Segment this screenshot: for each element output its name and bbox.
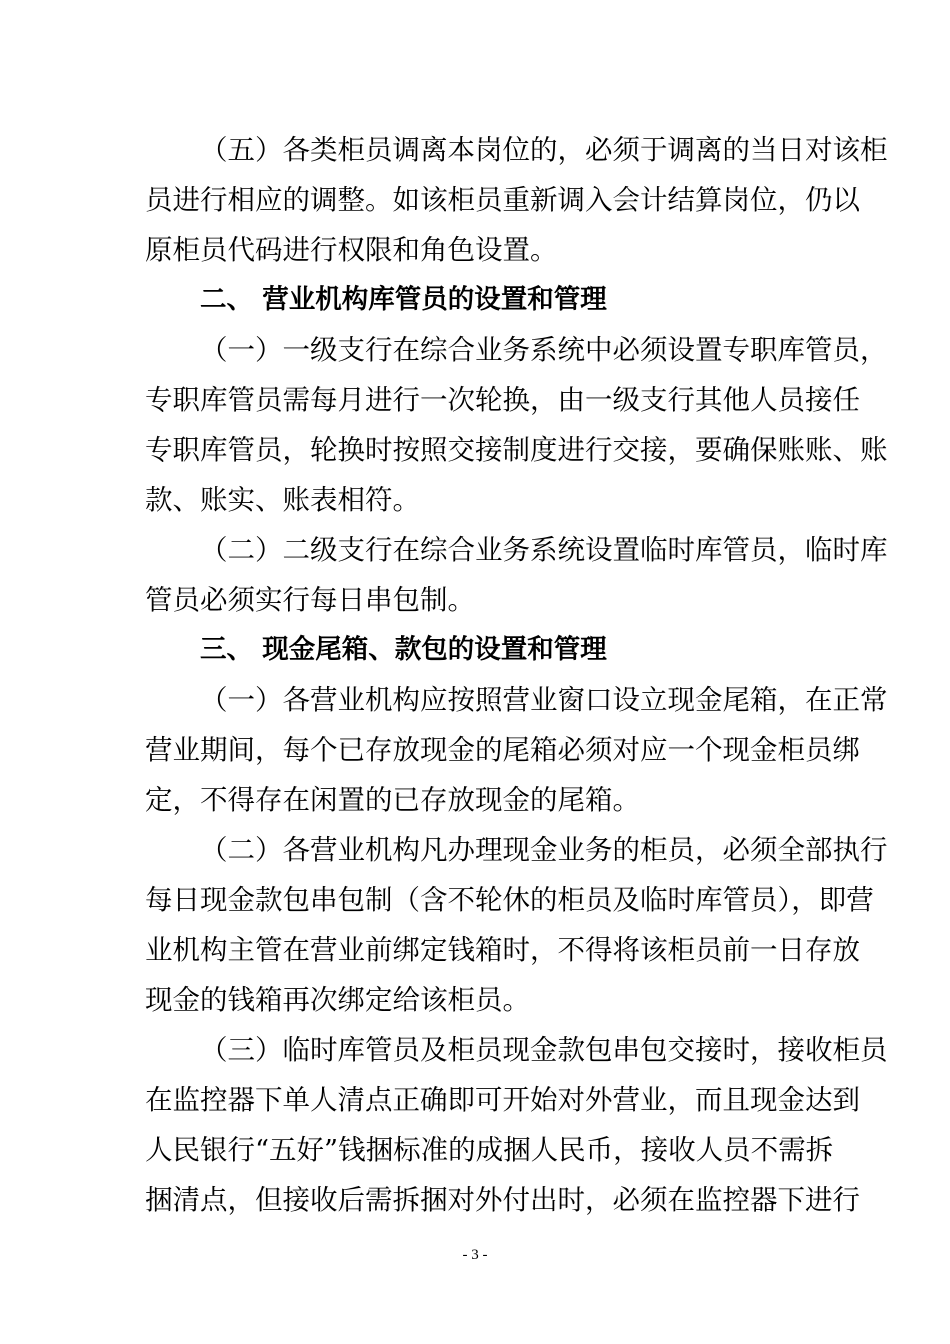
text-line: （一）各营业机构应按照营业窗口设立现金尾箱，在正常	[200, 684, 888, 716]
paragraph-line	[0, 980, 950, 1020]
paragraph-line	[0, 480, 950, 520]
paragraph-line	[0, 230, 950, 270]
paragraph-line	[0, 930, 950, 970]
text-line: 捆清点，但接收后需拆捆对外付出时，必须在监控器下进行	[145, 1184, 860, 1216]
paragraph-line	[0, 430, 950, 470]
paragraph-line	[0, 1130, 950, 1170]
text-line: 现金的钱箱再次绑定给该柜员。	[145, 984, 530, 1016]
paragraph-line	[0, 680, 950, 720]
text-line: 每日现金款包串包制（含不轮休的柜员及临时库管员），即营	[145, 884, 874, 916]
paragraph-line	[0, 580, 950, 620]
paragraph-line	[0, 380, 950, 420]
text-line: 员进行相应的调整。如该柜员重新调入会计结算岗位，仍以	[145, 184, 860, 216]
page-number: - 3 -	[462, 1247, 488, 1263]
text-line: 管员必须实行每日串包制。	[145, 584, 475, 616]
text-line: （二）二级支行在综合业务系统设置临时库管员，临时库	[200, 534, 888, 566]
text-line: 定，不得存在闲置的已存放现金的尾箱。	[145, 784, 640, 816]
text-line: 专职库管员，轮换时按照交接制度进行交接，要确保账账、账	[145, 434, 888, 466]
text-line: 款、账实、账表相符。	[145, 484, 420, 516]
heading-text: 二、 营业机构库管员的设置和管理	[200, 284, 607, 315]
paragraph-line	[0, 1080, 950, 1120]
paragraph-line	[0, 730, 950, 770]
heading-text: 三、 现金尾箱、款包的设置和管理	[200, 634, 607, 665]
text-line: （三）临时库管员及柜员现金款包串包交接时，接收柜员	[200, 1034, 888, 1066]
paragraph-line	[0, 880, 950, 920]
text-line: （二）各营业机构凡办理现金业务的柜员，必须全部执行	[200, 834, 888, 866]
paragraph-line	[0, 830, 950, 870]
paragraph-line	[0, 330, 950, 370]
section-heading	[0, 280, 950, 320]
paragraph-line	[0, 130, 950, 170]
text-line: 专职库管员需每月进行一次轮换，由一级支行其他人员接任	[145, 384, 860, 416]
paragraph-line	[0, 780, 950, 820]
paragraph-line	[0, 1030, 950, 1070]
paragraph-line	[0, 1180, 950, 1220]
section-heading	[0, 630, 950, 670]
text-line: （五）各类柜员调离本岗位的，必须于调离的当日对该柜	[200, 134, 888, 166]
text-line: （一）一级支行在综合业务系统中必须设置专职库管员，	[200, 334, 888, 366]
paragraph-line	[0, 530, 950, 570]
text-line: 营业期间，每个已存放现金的尾箱必须对应一个现金柜员绑	[145, 734, 860, 766]
text-line: 业机构主管在营业前绑定钱箱时，不得将该柜员前一日存放	[145, 934, 860, 966]
text-line: 人民银行“五好”钱捆标准的成捆人民币，接收人员不需拆	[145, 1134, 834, 1166]
paragraph-line	[0, 180, 950, 220]
text-line: 原柜员代码进行权限和角色设置。	[145, 234, 558, 266]
text-line: 在监控器下单人清点正确即可开始对外营业，而且现金达到	[145, 1084, 860, 1116]
